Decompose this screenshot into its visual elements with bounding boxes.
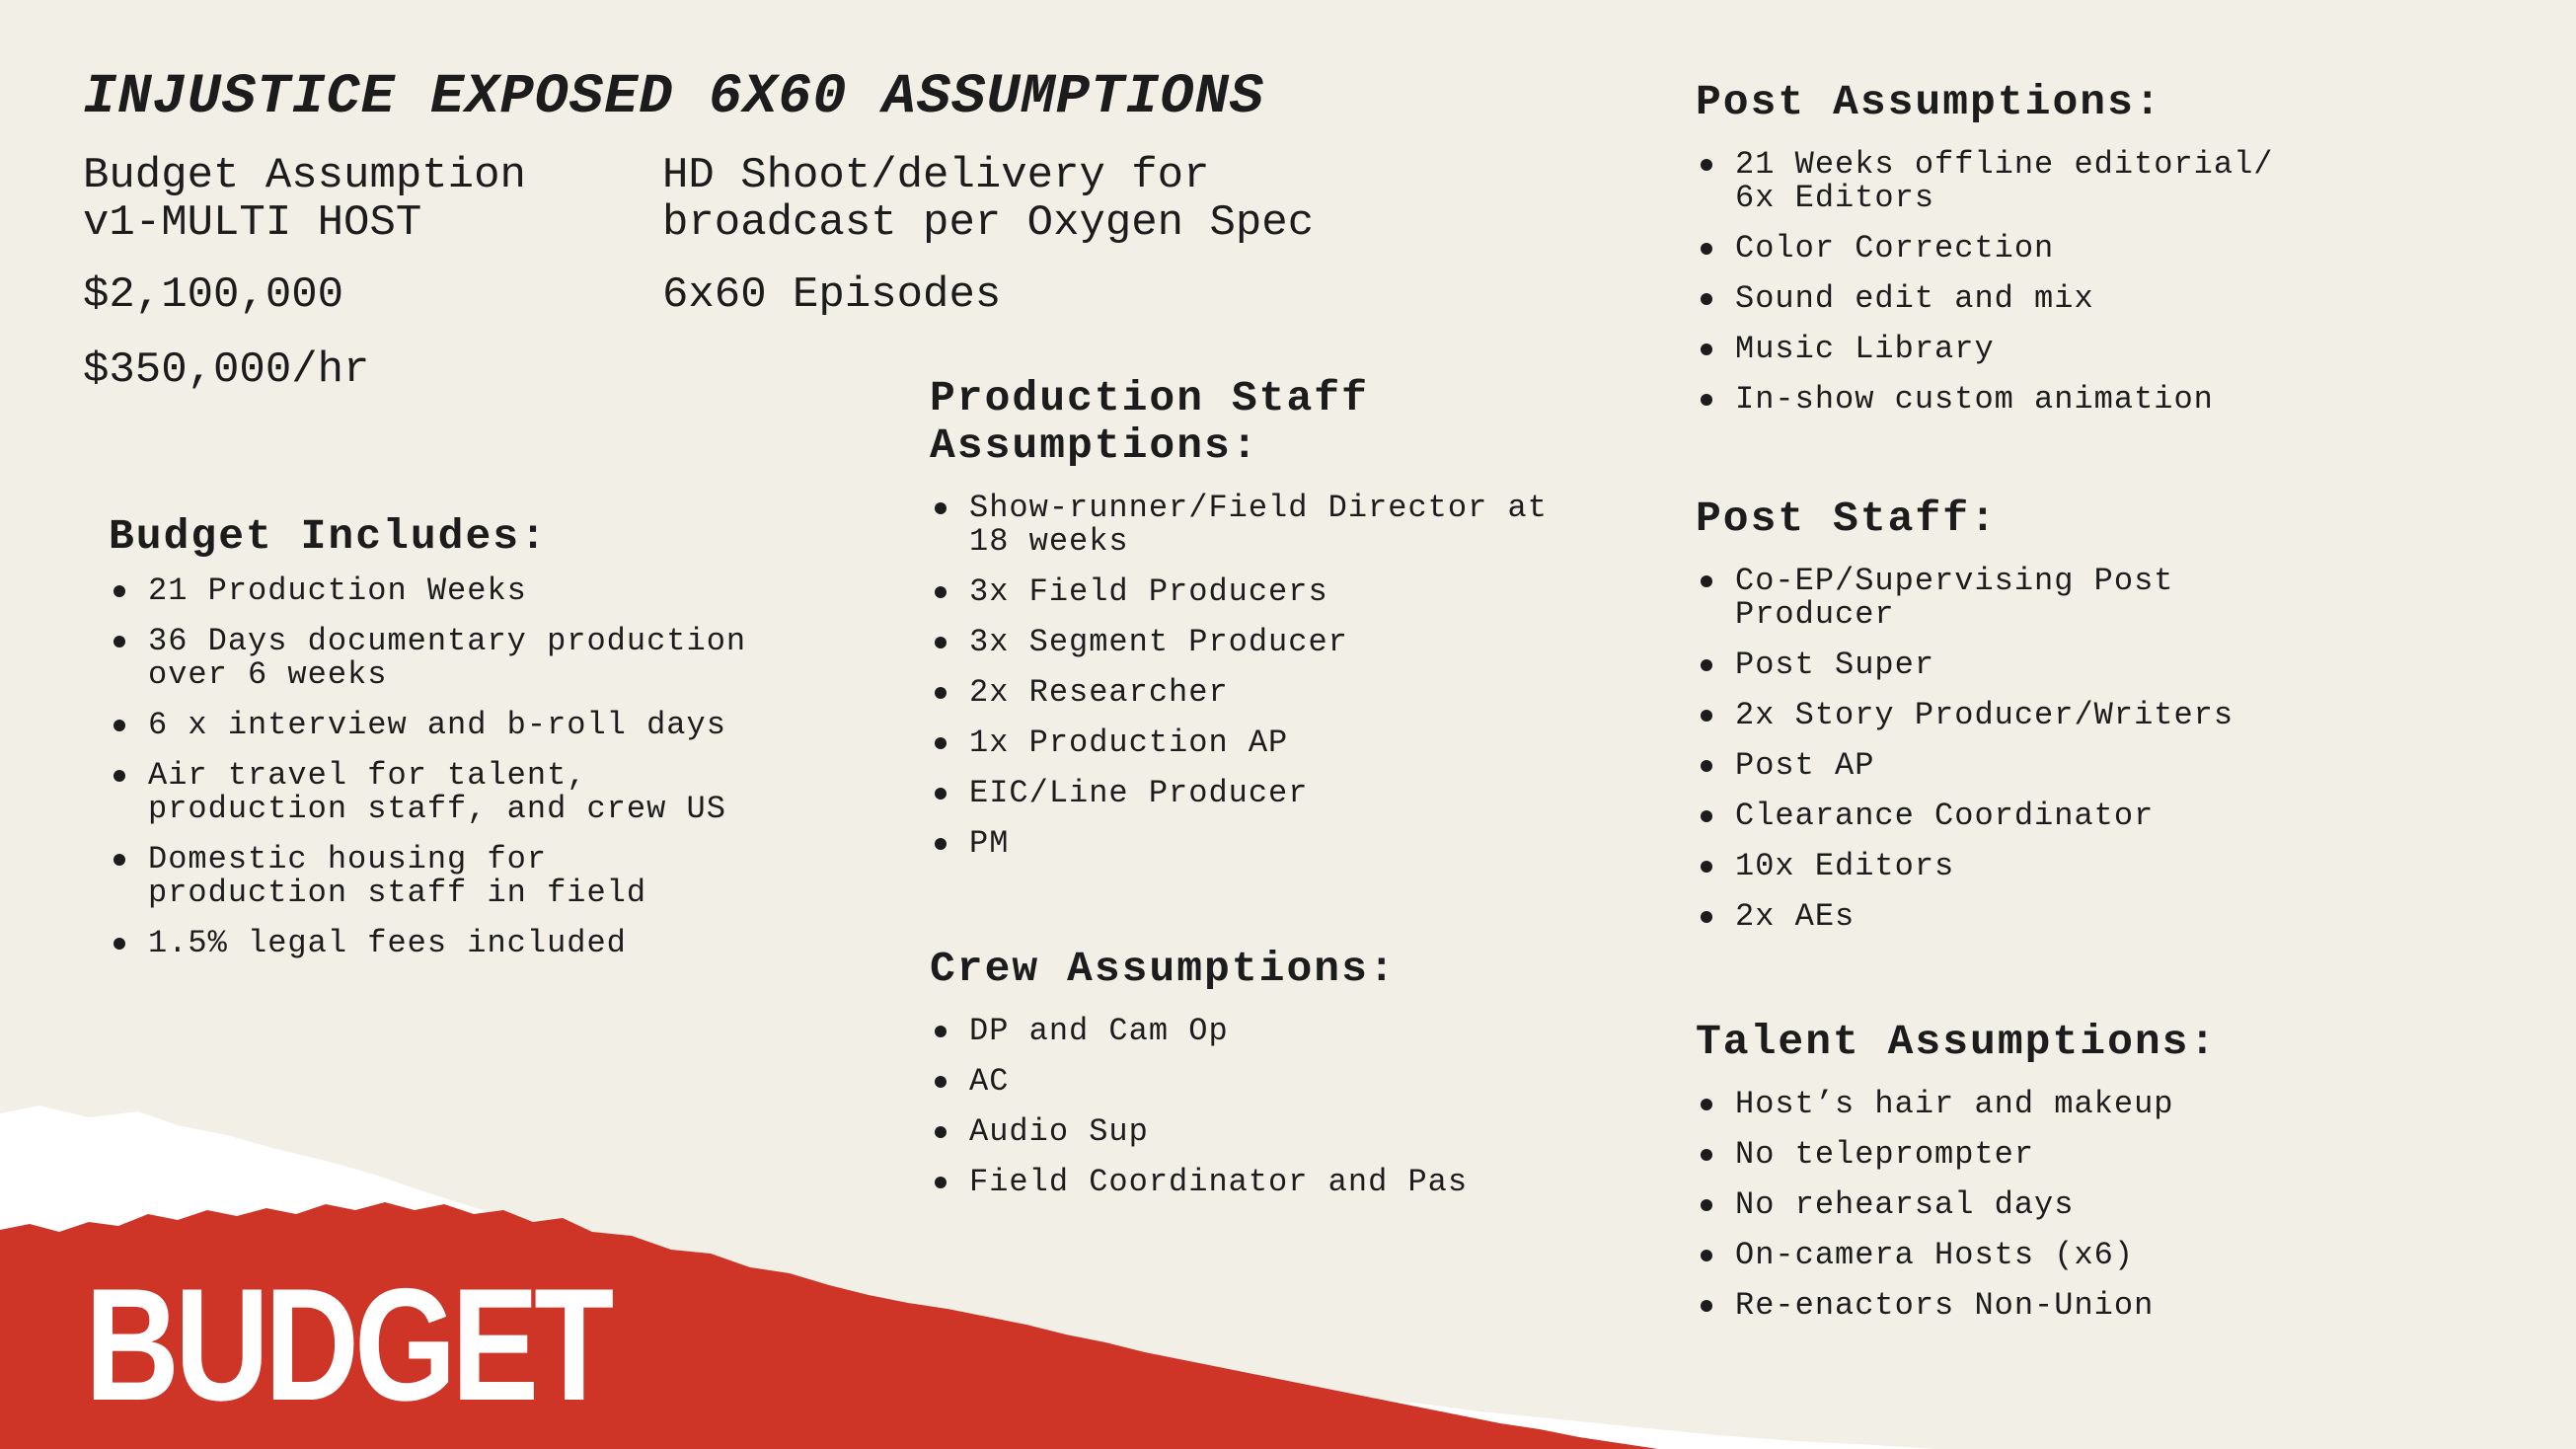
page-title: INJUSTICE EXPOSED 6X60 ASSUMPTIONS xyxy=(83,66,1264,129)
budget-total: $2,100,000 xyxy=(83,270,344,320)
crew-section xyxy=(930,946,1640,1216)
production-staff-list xyxy=(930,492,1640,861)
budget-includes-list xyxy=(109,574,839,960)
list-item: AC xyxy=(930,1065,1640,1099)
list-item: Color Correction xyxy=(1696,232,2544,266)
list-item: PM xyxy=(930,827,1640,861)
budget-includes-heading: Budget Includes: xyxy=(109,512,548,561)
list-item: No teleprompter xyxy=(1696,1138,2544,1172)
budget-per-hour: $350,000/hr xyxy=(83,345,370,395)
post-staff-list xyxy=(1696,565,2544,934)
list-item: Field Coordinator and Pas xyxy=(930,1166,1640,1199)
crew-list xyxy=(930,1015,1640,1199)
list-item: Co-EP/Supervising Post Producer xyxy=(1696,565,2544,632)
list-item: Domestic housing for production staff in field xyxy=(109,843,839,910)
post-staff-section xyxy=(1696,496,2544,951)
list-item: Show-runner/Field Director at 18 weeks xyxy=(930,492,1640,559)
crew-heading: Crew Assumptions: xyxy=(930,945,1397,993)
post-staff-heading: Post Staff: xyxy=(1696,495,1998,543)
list-item: 36 Days documentary production over 6 weeks xyxy=(109,625,839,692)
list-item: 1.5% legal fees included xyxy=(109,927,839,960)
list-item: No rehearsal days xyxy=(1696,1188,2544,1222)
list-item: In-show custom animation xyxy=(1696,383,2544,417)
list-item: 10x Editors xyxy=(1696,850,2544,883)
list-item: Re-enactors Non-Union xyxy=(1696,1289,2544,1323)
list-item: Air travel for talent, production staff, and crew US xyxy=(109,759,839,826)
post-assumptions-list xyxy=(1696,148,2544,417)
post-assumptions-heading: Post Assumptions: xyxy=(1696,78,2162,126)
list-item: 21 Weeks offline editorial/ 6x Editors xyxy=(1696,148,2544,215)
list-item: 6 x interview and b-roll days xyxy=(109,709,839,742)
delivery-spec: HD Shoot/delivery for broadcast per Oxygen Spec xyxy=(662,151,1315,248)
list-item: 2x Story Producer/Writers xyxy=(1696,699,2544,732)
budget-assumption-label: Budget Assumption v1-MULTI HOST xyxy=(83,151,526,248)
list-item: Post AP xyxy=(1696,749,2544,783)
list-item: 21 Production Weeks xyxy=(109,574,839,608)
budget-label: BUDGET xyxy=(85,1256,610,1434)
production-staff-section xyxy=(930,375,1640,877)
episode-count: 6x60 Episodes xyxy=(662,270,1002,320)
talent-list xyxy=(1696,1088,2544,1323)
list-item: EIC/Line Producer xyxy=(930,777,1640,810)
list-item: Host’s hair and makeup xyxy=(1696,1088,2544,1121)
list-item: 2x AEs xyxy=(1696,900,2544,934)
list-item: Music Library xyxy=(1696,333,2544,366)
post-assumptions-section xyxy=(1696,79,2544,433)
list-item: 2x Researcher xyxy=(930,676,1640,710)
list-item: DP and Cam Op xyxy=(930,1015,1640,1048)
production-staff-heading: Production Staff Assumptions: xyxy=(930,374,1369,470)
list-item: Post Super xyxy=(1696,648,2544,682)
list-item: 3x Field Producers xyxy=(930,575,1640,609)
list-item: 1x Production AP xyxy=(930,726,1640,760)
list-item: Clearance Coordinator xyxy=(1696,800,2544,833)
list-item: 3x Segment Producer xyxy=(930,626,1640,659)
talent-section xyxy=(1696,1019,2544,1339)
budget-includes-section xyxy=(109,513,839,977)
list-item: On-camera Hosts (x6) xyxy=(1696,1239,2544,1272)
list-item: Sound edit and mix xyxy=(1696,282,2544,316)
talent-heading: Talent Assumptions: xyxy=(1696,1018,2218,1066)
list-item: Audio Sup xyxy=(930,1115,1640,1149)
